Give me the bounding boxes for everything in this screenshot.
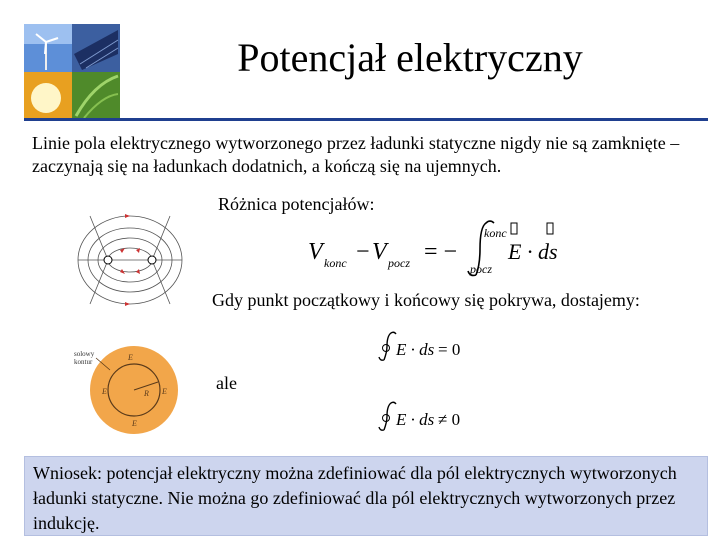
induced-field-loop-figure (74, 338, 184, 438)
vector-marker-ds (547, 223, 553, 234)
v-start-subscript: pocz (388, 256, 410, 270)
minus-sign: − (356, 239, 370, 265)
integrand: E · ds (396, 410, 435, 429)
e-vector-right: E (162, 387, 167, 396)
e-vector-left: E (102, 387, 107, 396)
equals-minus: = − (424, 239, 458, 265)
page-title: Potencjał elektryczny (237, 35, 583, 80)
lower-limit: pocz (470, 262, 492, 276)
upper-limit: konc (484, 226, 507, 240)
v-start: V (372, 239, 387, 265)
radius-label: R (144, 389, 149, 398)
loop-label-line2: kontur (74, 358, 93, 366)
v-end-subscript: konc (324, 256, 347, 270)
dipole-field-lines-figure (70, 206, 190, 314)
potential-difference-formula (300, 215, 570, 285)
but-label: ale (216, 373, 237, 393)
closed-loop-integral-zero (374, 330, 474, 366)
relation: ≠ 0 (438, 410, 461, 429)
e-vector-top: E (128, 353, 133, 362)
conclusion-box: Wniosek: potencjał elektryczny można zdefiniować dla pól elektrycznych wytworzonych ładunki statyczne. Nie można go zdefiniować dla pól elektrycznych wytworzonych przez indukcję. (24, 456, 708, 536)
contour-integral-sign (379, 402, 396, 430)
energy-collage-logo (24, 24, 120, 120)
loop-label-line1: solowy (74, 350, 95, 358)
closed-loop-integral-nonzero (374, 400, 474, 436)
vector-marker-e (511, 223, 517, 234)
intro-paragraph: Linie pola elektrycznego wytworzonego przez ładunki statyczne nigdy nie są zamknięte – zaczynają się na ładunkach dodatnich, a kończą się na ujemnych. (32, 133, 680, 176)
coincide-text: Gdy punkt początkowy i końcowy się pokrywa, dostajemy: (212, 290, 640, 310)
v-end: V (308, 239, 323, 265)
e-vector-bottom: E (132, 419, 137, 428)
potential-difference-label: Różnica potencjałów: (218, 194, 375, 214)
integrand: E · ds (396, 340, 435, 359)
integrand: E · ds (508, 239, 558, 264)
contour-integral-sign (379, 332, 396, 360)
relation: = 0 (438, 340, 461, 359)
title-divider (24, 118, 708, 121)
